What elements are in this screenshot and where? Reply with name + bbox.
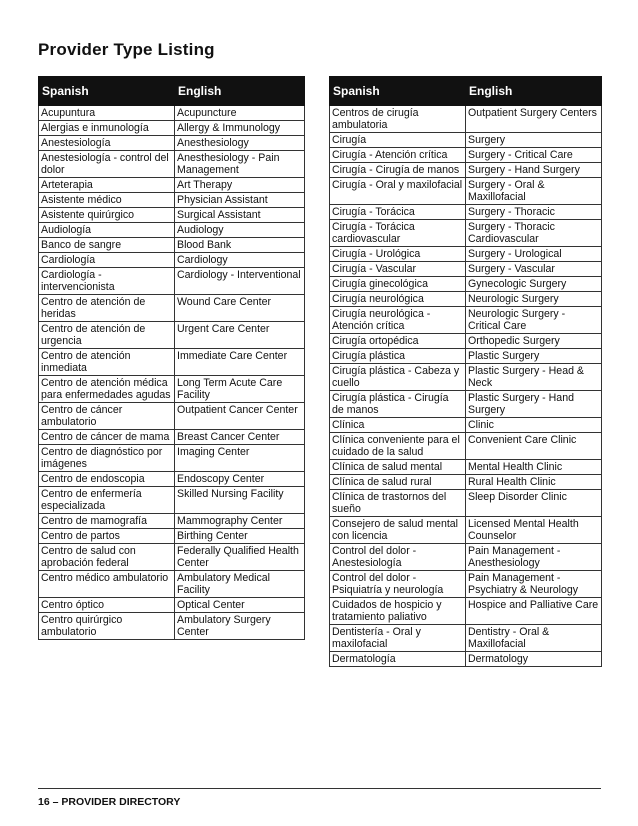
cell-english: Wound Care Center — [175, 295, 305, 322]
table-row — [330, 106, 602, 133]
table-row — [39, 514, 305, 529]
column-header-english: English — [466, 77, 602, 106]
cell-spanish: Cardiología — [39, 253, 175, 268]
cell-spanish: Clínica de trastornos del sueño — [330, 490, 466, 517]
table-row — [330, 307, 602, 334]
table-row — [39, 403, 305, 430]
table-row — [330, 277, 602, 292]
table-row — [330, 391, 602, 418]
cell-spanish: Centro quirúrgico ambulatorio — [39, 613, 175, 640]
table-row — [39, 136, 305, 151]
table-row — [330, 544, 602, 571]
cell-spanish: Centro de cáncer ambulatorio — [39, 403, 175, 430]
table-row — [39, 544, 305, 571]
cell-english: Orthopedic Surgery — [466, 334, 602, 349]
cell-spanish: Control del dolor - Anestesiología — [330, 544, 466, 571]
cell-spanish: Asistente médico — [39, 193, 175, 208]
cell-english: Outpatient Surgery Centers — [466, 106, 602, 133]
table-row — [39, 529, 305, 544]
cell-english: Cardiology — [175, 253, 305, 268]
table-row — [330, 163, 602, 178]
page-title: Provider Type Listing — [38, 40, 215, 59]
cell-english: Surgery - Vascular — [466, 262, 602, 277]
table-row — [330, 205, 602, 220]
cell-english: Surgery — [466, 133, 602, 148]
cell-english: Plastic Surgery — [466, 349, 602, 364]
table-row — [39, 193, 305, 208]
cell-english: Surgery - Hand Surgery — [466, 163, 602, 178]
cell-spanish: Cirugía plástica — [330, 349, 466, 364]
cell-spanish: Cirugía - Torácica — [330, 205, 466, 220]
cell-spanish: Centro de salud con aprobación federal — [39, 544, 175, 571]
cell-english: Surgery - Critical Care — [466, 148, 602, 163]
cell-spanish: Banco de sangre — [39, 238, 175, 253]
cell-spanish: Cirugía neurológica - Atención crítica — [330, 307, 466, 334]
cell-english: Surgery - Urological — [466, 247, 602, 262]
cell-english: Plastic Surgery - Head & Neck — [466, 364, 602, 391]
cell-spanish: Cirugía - Oral y maxilofacial — [330, 178, 466, 205]
cell-english: Outpatient Cancer Center — [175, 403, 305, 430]
table-row — [330, 133, 602, 148]
cell-spanish: Centro de enfermería especializada — [39, 487, 175, 514]
cell-spanish: Cirugía - Vascular — [330, 262, 466, 277]
cell-spanish: Cirugía ortopédica — [330, 334, 466, 349]
table-row — [330, 364, 602, 391]
table-row — [330, 517, 602, 544]
table-header-row — [39, 77, 305, 106]
cell-spanish: Cirugía plástica - Cabeza y cuello — [330, 364, 466, 391]
table-row — [330, 292, 602, 307]
cell-spanish: Centro de cáncer de mama — [39, 430, 175, 445]
cell-english: Acupuncture — [175, 106, 305, 121]
cell-english: Gynecologic Surgery — [466, 277, 602, 292]
provider-table-left — [38, 76, 305, 640]
cell-english: Federally Qualified Health Center — [175, 544, 305, 571]
cell-english: Surgical Assistant — [175, 208, 305, 223]
cell-english: Blood Bank — [175, 238, 305, 253]
cell-spanish: Centro óptico — [39, 598, 175, 613]
cell-spanish: Cirugía neurológica — [330, 292, 466, 307]
table-header-row — [330, 77, 602, 106]
provider-table-left-body — [39, 106, 305, 640]
cell-english: Surgery - Thoracic — [466, 205, 602, 220]
cell-english: Sleep Disorder Clinic — [466, 490, 602, 517]
cell-english: Neurologic Surgery — [466, 292, 602, 307]
table-row — [330, 418, 602, 433]
column-header-spanish: Spanish — [330, 77, 466, 106]
cell-english: Art Therapy — [175, 178, 305, 193]
table-row — [330, 247, 602, 262]
cell-spanish: Cirugía - Cirugía de manos — [330, 163, 466, 178]
cell-english: Neurologic Surgery - Critical Care — [466, 307, 602, 334]
cell-spanish: Audiología — [39, 223, 175, 238]
table-row — [330, 598, 602, 625]
table-row — [39, 208, 305, 223]
table-row — [39, 151, 305, 178]
cell-spanish: Dermatología — [330, 652, 466, 667]
table-row — [330, 334, 602, 349]
table-row — [39, 445, 305, 472]
cell-english: Mental Health Clinic — [466, 460, 602, 475]
cell-english: Pain Management - Anesthesiology — [466, 544, 602, 571]
cell-spanish: Control del dolor - Psiquiatría y neurología — [330, 571, 466, 598]
table-row — [39, 487, 305, 514]
table-row — [39, 121, 305, 136]
table-row — [330, 460, 602, 475]
cell-spanish: Clínica de salud mental — [330, 460, 466, 475]
cell-spanish: Cirugía plástica - Cirugía de manos — [330, 391, 466, 418]
column-header-english: English — [175, 77, 305, 106]
table-row — [39, 571, 305, 598]
table-row — [330, 262, 602, 277]
cell-spanish: Centro médico ambulatorio — [39, 571, 175, 598]
cell-english: Surgery - Oral & Maxillofacial — [466, 178, 602, 205]
cell-spanish: Centro de mamografía — [39, 514, 175, 529]
table-row — [330, 148, 602, 163]
cell-english: Audiology — [175, 223, 305, 238]
table-row — [330, 349, 602, 364]
cell-english: Urgent Care Center — [175, 322, 305, 349]
cell-spanish: Cardiología - intervencionista — [39, 268, 175, 295]
cell-english: Clinic — [466, 418, 602, 433]
cell-spanish: Arteterapia — [39, 178, 175, 193]
cell-english: Immediate Care Center — [175, 349, 305, 376]
cell-spanish: Anestesiología — [39, 136, 175, 151]
cell-spanish: Cirugía ginecológica — [330, 277, 466, 292]
table-row — [330, 490, 602, 517]
provider-table-right — [329, 76, 602, 667]
cell-spanish: Cirugía - Atención crítica — [330, 148, 466, 163]
table-row — [39, 349, 305, 376]
cell-english: Surgery - Thoracic Cardiovascular — [466, 220, 602, 247]
table-row — [330, 652, 602, 667]
cell-spanish: Clínica de salud rural — [330, 475, 466, 490]
table-row — [330, 571, 602, 598]
page-footer: 16 – PROVIDER DIRECTORY — [38, 796, 181, 808]
table-row — [39, 178, 305, 193]
cell-english: Ambulatory Surgery Center — [175, 613, 305, 640]
provider-table-right-body — [330, 106, 602, 667]
table-row — [39, 106, 305, 121]
cell-spanish: Anestesiología - control del dolor — [39, 151, 175, 178]
cell-english: Licensed Mental Health Counselor — [466, 517, 602, 544]
cell-english: Birthing Center — [175, 529, 305, 544]
table-row — [39, 253, 305, 268]
cell-english: Mammography Center — [175, 514, 305, 529]
table-row — [330, 475, 602, 490]
cell-spanish: Centro de partos — [39, 529, 175, 544]
cell-spanish: Cirugía — [330, 133, 466, 148]
cell-spanish: Centro de atención de urgencia — [39, 322, 175, 349]
table-row — [39, 238, 305, 253]
table-row — [39, 613, 305, 640]
cell-english: Convenient Care Clinic — [466, 433, 602, 460]
table-row — [330, 433, 602, 460]
table-row — [330, 220, 602, 247]
cell-english: Plastic Surgery - Hand Surgery — [466, 391, 602, 418]
cell-english: Breast Cancer Center — [175, 430, 305, 445]
cell-spanish: Centro de atención de heridas — [39, 295, 175, 322]
footer-divider — [38, 788, 601, 789]
cell-spanish: Cirugía - Torácica cardiovascular — [330, 220, 466, 247]
cell-spanish: Dentistería - Oral y maxilofacial — [330, 625, 466, 652]
cell-english: Anesthesiology — [175, 136, 305, 151]
cell-english: Cardiology - Interventional — [175, 268, 305, 295]
cell-english: Dentistry - Oral & Maxillofacial — [466, 625, 602, 652]
table-row — [39, 322, 305, 349]
cell-english: Long Term Acute Care Facility — [175, 376, 305, 403]
table-row — [39, 295, 305, 322]
table-row — [330, 178, 602, 205]
cell-spanish: Centro de atención inmediata — [39, 349, 175, 376]
cell-spanish: Centro de atención médica para enfermedades agudas — [39, 376, 175, 403]
cell-spanish: Acupuntura — [39, 106, 175, 121]
cell-english: Rural Health Clinic — [466, 475, 602, 490]
table-row — [39, 223, 305, 238]
cell-english: Ambulatory Medical Facility — [175, 571, 305, 598]
column-header-spanish: Spanish — [39, 77, 175, 106]
table-row — [39, 472, 305, 487]
cell-spanish: Consejero de salud mental con licencia — [330, 517, 466, 544]
cell-spanish: Clínica — [330, 418, 466, 433]
cell-english: Hospice and Palliative Care — [466, 598, 602, 625]
cell-spanish: Cuidados de hospicio y tratamiento paliativo — [330, 598, 466, 625]
cell-english: Optical Center — [175, 598, 305, 613]
cell-spanish: Centro de endoscopia — [39, 472, 175, 487]
cell-english: Allergy & Immunology — [175, 121, 305, 136]
table-row — [39, 376, 305, 403]
table-row — [39, 430, 305, 445]
cell-spanish: Centros de cirugía ambulatoria — [330, 106, 466, 133]
cell-spanish: Clínica conveniente para el cuidado de la salud — [330, 433, 466, 460]
cell-spanish: Cirugía - Urológica — [330, 247, 466, 262]
cell-spanish: Asistente quirúrgico — [39, 208, 175, 223]
cell-english: Skilled Nursing Facility — [175, 487, 305, 514]
table-row — [39, 598, 305, 613]
cell-english: Imaging Center — [175, 445, 305, 472]
table-row — [39, 268, 305, 295]
cell-spanish: Centro de diagnóstico por imágenes — [39, 445, 175, 472]
cell-english: Anesthesiology - Pain Management — [175, 151, 305, 178]
cell-english: Dermatology — [466, 652, 602, 667]
table-row — [330, 625, 602, 652]
cell-english: Endoscopy Center — [175, 472, 305, 487]
cell-english: Pain Management - Psychiatry & Neurology — [466, 571, 602, 598]
cell-spanish: Alergias e inmunología — [39, 121, 175, 136]
cell-english: Physician Assistant — [175, 193, 305, 208]
